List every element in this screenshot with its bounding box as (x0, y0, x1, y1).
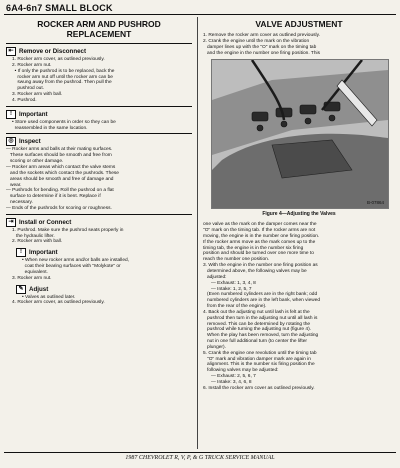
install-icon: ⇥ (6, 218, 16, 227)
left-section-title: ROCKER ARM AND PUSHROD REPLACEMENT (37, 19, 161, 39)
divider (6, 43, 192, 44)
text-line: the hydraulic lifter. (12, 233, 55, 239)
text-line: from the rear of the engine). (203, 304, 267, 310)
text-line: damper lines up with the "O" mark on the timing tab (203, 44, 317, 50)
footer-rule (4, 452, 396, 453)
valve-adjustment-figure (211, 59, 389, 209)
inspect-icon: ◎ (6, 137, 16, 146)
header-rule (4, 14, 396, 15)
text-line: These surfaces should be smooth and free from (6, 153, 112, 159)
text-line: moving, the engine is in the number one firing position. (203, 233, 320, 239)
remove-icon: ⇤ (6, 47, 16, 56)
important-heading-text: Important (19, 110, 48, 118)
text-line: — Exhaust: 1, 3, 4, 8 (203, 280, 256, 286)
text-line: wear. (6, 182, 22, 188)
figure-caption: Figure 4—Adjusting the Valves (262, 211, 336, 218)
text-line: "O" mark and vibration damper mark are again in (203, 356, 311, 362)
body-lines (203, 222, 395, 391)
text-line: — Intake: 3, 4, 6, 8 (203, 380, 252, 385)
text-line: 1. Pushrod. Make sure the pushrod seats properly in (12, 227, 124, 233)
text-line: one valve as the mark on the damper comes near the (203, 222, 317, 228)
text-line: coat their bearing surfaces with "Molykote" or (22, 264, 121, 270)
text-line: (Even numbered cylinders are in the right bank; odd (203, 292, 318, 298)
text-line: and the engine in the number one firing position. This (203, 50, 320, 56)
text-line: 1. Remove the rocker arm cover as outlined previously. (203, 33, 320, 38)
divider (6, 214, 192, 215)
text-line: necessary. (6, 200, 33, 206)
important-icon: ! (6, 110, 16, 119)
text-line: 1. Rocker arm cover, as outlined previously. (12, 57, 105, 62)
divider (6, 133, 192, 134)
text-line: 4. Pushrod. (12, 97, 37, 103)
text-line: • When new rocker arms and/or balls are installed, (22, 258, 129, 264)
text-line: pushrod then turn in the adjusting nut until all lash is (203, 315, 318, 321)
text-line: — Ends of the pushrods for scoring or roughness. (6, 205, 112, 211)
text-line: — Rocker arm areas which contact the valve stems (6, 164, 116, 170)
text-line: equivalent. (22, 269, 48, 275)
install-heading-text: Install or Connect (19, 218, 72, 226)
text-line: 3. Rocker arm with ball. (12, 92, 63, 98)
text-line: areas should be smooth and free of damage and (6, 176, 114, 182)
text-line: • Valves as outlined later. (22, 294, 76, 300)
figure-id: B-07864 (366, 199, 384, 205)
text-line: alignment. This is the number six firing position the (203, 362, 315, 368)
text-line: • Store used components in order so they can be (12, 119, 116, 125)
text-line: pushrod while turning the adjusting nut (figure 4). (203, 327, 311, 333)
text-line: following valves may be adjusted: (203, 368, 279, 374)
text-line: 6. Install the rocker arm cover as outlined previously. (203, 385, 315, 391)
text-line: surface to determine if it is bent. Replace if (6, 194, 101, 200)
text-line: numbered cylinders are in the left bank, when viewed (203, 298, 321, 304)
text-line: swung away from the pushrod. Then pull the (12, 80, 112, 86)
important-heading (6, 110, 192, 119)
important-heading-text: Important (29, 249, 58, 257)
text-line: pushrod out. (12, 86, 44, 92)
text-line: reach the number one position. (203, 257, 270, 263)
text-line: 5. Crank the engine one revolution until the timing tab (203, 350, 317, 356)
text-line: 4. Back out the adjusting nut until lash is felt at the (203, 309, 310, 315)
remove-lines (6, 57, 192, 104)
text-line: 4. Rocker arm cover, as outlined previously. (12, 300, 105, 306)
text-line: If the rocker arms move as the mark comes up to the (203, 239, 316, 245)
text-line: rocker arm nut off until the rocker arm can be (12, 74, 113, 80)
adjust-icon: ✎ (16, 285, 26, 294)
adjust-heading (16, 285, 192, 294)
remove-heading (6, 47, 192, 56)
text-line: reassembled in the same location. (12, 125, 88, 131)
engine-photo-illustration (212, 60, 388, 208)
inspect-heading-text: Inspect (19, 138, 41, 146)
text-line: 3. With the engine in the number one firing position as (203, 263, 318, 269)
adjust-heading-text: Adjust (29, 285, 49, 293)
text-line: plunger). (203, 344, 226, 350)
text-line: determined above, the following valves may be (203, 268, 307, 274)
divider (6, 106, 192, 107)
text-line: When the play has been removed, turn the adjusting (203, 333, 319, 339)
text-line: timing tab, the engine is in the number six firing (203, 245, 304, 251)
text-line: 2. Rocker arm with ball. (12, 239, 63, 245)
important-heading (16, 248, 192, 257)
text-line: 2. Crank the engine until the mark on the vibration (203, 38, 310, 44)
text-line: — Rocker arms and balls at their mating surfaces. (6, 147, 113, 153)
text-line: • If only the pushrod is to be replaced, back the (12, 68, 115, 74)
right-section-title: VALVE ADJUSTMENT (255, 19, 343, 29)
remove-heading-text: Remove or Disconnect (19, 48, 87, 55)
install-heading (6, 218, 192, 227)
right-column (203, 19, 395, 392)
text-line: removed. This can be determined by rotating the (203, 321, 311, 327)
text-line: position and should be turned over one more time to (203, 251, 314, 257)
left-column (6, 19, 192, 306)
text-line: 2. Rocker arm nut. (12, 62, 52, 68)
text-line: — Intake: 1, 2, 5, 7 (203, 286, 252, 292)
text-line: scoring or other damage. (6, 159, 64, 165)
text-line: adjusted: (203, 274, 227, 280)
important-icon: ! (16, 248, 26, 257)
text-line: nut in one full additional turn (to center the lifter (203, 339, 307, 345)
page-header: 6A4-6n7 SMALL BLOCK (6, 3, 113, 13)
text-line: "O" mark on the timing tab. If the rocker arms are not (203, 228, 316, 234)
column-divider (197, 17, 198, 449)
text-line: 3. Rocker arm nut. (12, 275, 52, 281)
text-line: and the sockets which contact the pushrods. These (6, 170, 119, 176)
text-line: — Pushrods for bending. Roll the pushrod on a flat (6, 188, 114, 194)
page-footer: 1987 CHEVROLET R, V, P, & G TRUCK SERVICE MANUAL (125, 455, 275, 461)
text-line: — Exhaust: 2, 5, 6, 7 (203, 374, 256, 380)
inspect-heading (6, 137, 192, 146)
